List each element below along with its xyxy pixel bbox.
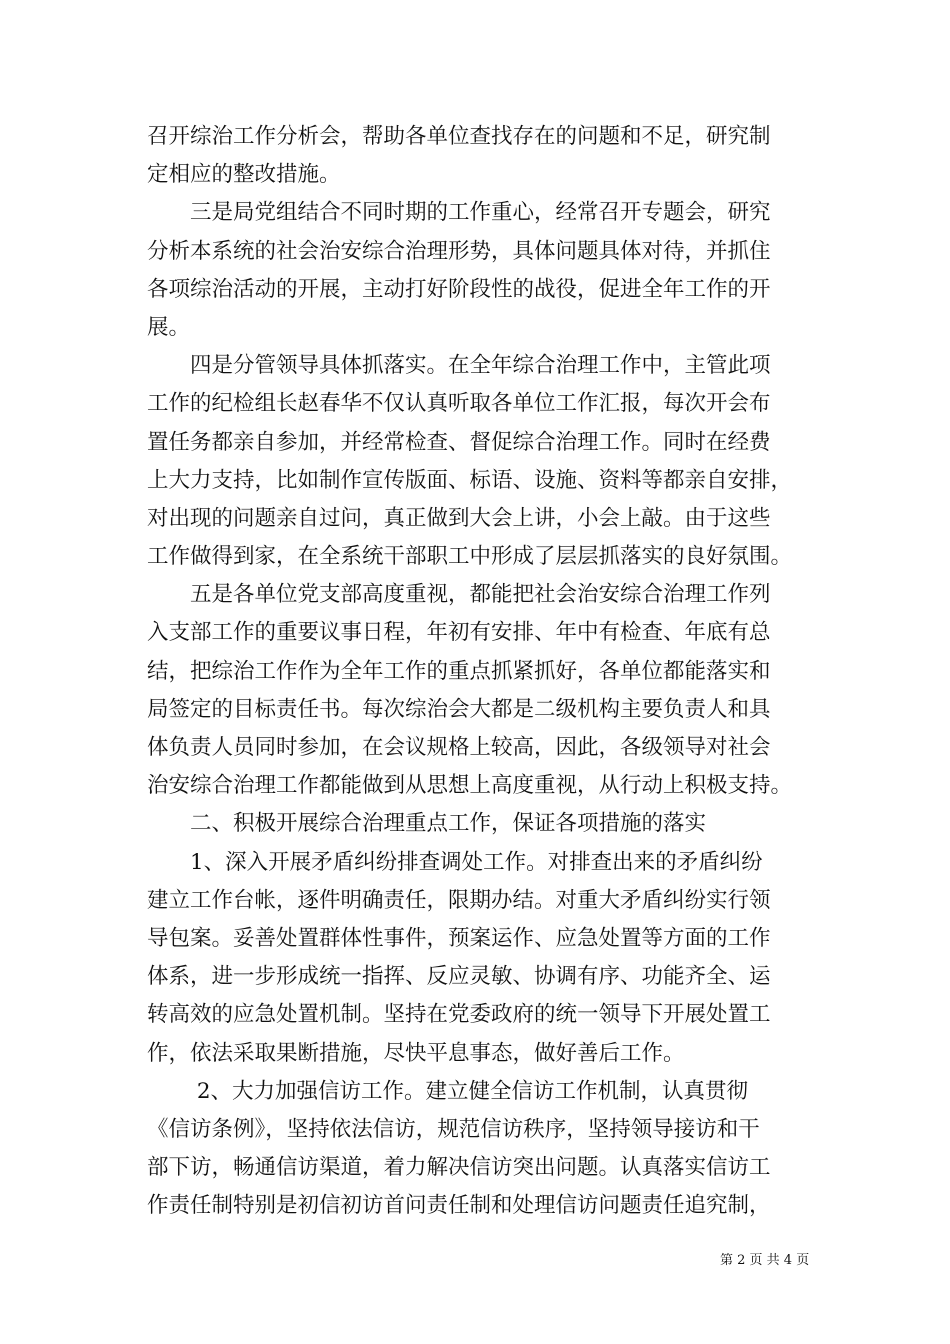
document-body — [147, 118, 809, 1225]
text-line: 分析本系统的社会治安综合治理形势，具体问题具体对待，并抓住 — [147, 238, 771, 264]
text-line: 各项综治活动的开展，主动打好阶段性的战役，促进全年工作的开 — [147, 276, 771, 302]
page-number: 第 2 页 共 4 页 — [720, 1253, 810, 1268]
text-line: 结，把综治工作作为全年工作的重点抓紧抓好，各单位都能落实和 — [147, 658, 771, 684]
text-line: 转高效的应急处置机制。坚持在党委政府的统一领导下开展处置工 — [147, 1002, 771, 1028]
text-line: 对出现的问题亲自过问，真正做到大会上讲，小会上敲。由于这些 — [147, 505, 771, 531]
text-line: 作责任制特别是初信初访首问责任制和处理信访问题责任追究制， — [147, 1193, 771, 1219]
text-line: 局签定的目标责任书。每次综治会大都是二级机构主要负责人和具 — [147, 696, 771, 722]
text-line: 建立工作台帐，逐件明确责任，限期办结。对重大矛盾纠纷实行领 — [147, 887, 771, 913]
text-line: 1、深入开展矛盾纠纷排查调处工作。对排查出来的矛盾纠纷 — [147, 849, 763, 875]
text-line: 工作做得到家，在全系统干部职工中形成了层层抓落实的良好氛围。 — [147, 544, 793, 570]
text-line: 治安综合治理工作都能做到从思想上高度重视，从行动上积极支持。 — [147, 773, 793, 799]
text-line: 召开综治工作分析会，帮助各单位查找存在的问题和不足，研究制 — [147, 124, 771, 149]
text-line: 部下访，畅通信访渠道，着力解决信访突出问题。认真落实信访工 — [147, 1155, 771, 1181]
section-heading: 二、积极开展综合治理重点工作，保证各项措施的落实 — [147, 811, 707, 837]
text-line: 五是各单位党支部高度重视，都能把社会治安综合治理工作列 — [147, 582, 771, 608]
text-line: 体系，进一步形成统一指挥、反应灵敏、协调有序、功能齐全、运 — [147, 964, 771, 990]
text-line: 四是分管领导具体抓落实。在全年综合治理工作中，主管此项 — [147, 353, 771, 379]
text-line: 工作的纪检组长赵春华不仅认真听取各单位工作汇报，每次开会布 — [147, 391, 771, 417]
text-line: 展。 — [147, 314, 191, 340]
text-line: 2、大力加强信访工作。建立健全信访工作机制，认真贯彻 — [147, 1078, 749, 1104]
text-line: 上大力支持，比如制作宣传版面、标语、设施、资料等都亲自安排， — [147, 467, 793, 493]
text-line: 三是局党组结合不同时期的工作重心，经常召开专题会，研究 — [147, 200, 771, 226]
text-line: 置任务都亲自参加，并经常检查、督促综合治理工作。同时在经费 — [147, 429, 771, 455]
text-line: 定相应的整改措施。 — [147, 162, 341, 188]
text-line: 作，依法采取果断措施，尽快平息事态，做好善后工作。 — [147, 1040, 685, 1066]
text-line: 体负责人员同时参加，在会议规格上较高，因此，各级领导对社会 — [147, 735, 771, 760]
text-line: 入支部工作的重要议事日程，年初有安排、年中有检查、年底有总 — [147, 620, 771, 646]
text-line: 《信访条例》，坚持依法信访，规范信访秩序，坚持领导接访和干 — [147, 1116, 760, 1142]
text-line: 导包案。妥善处置群体性事件，预案运作、应急处置等方面的工作 — [147, 925, 771, 951]
